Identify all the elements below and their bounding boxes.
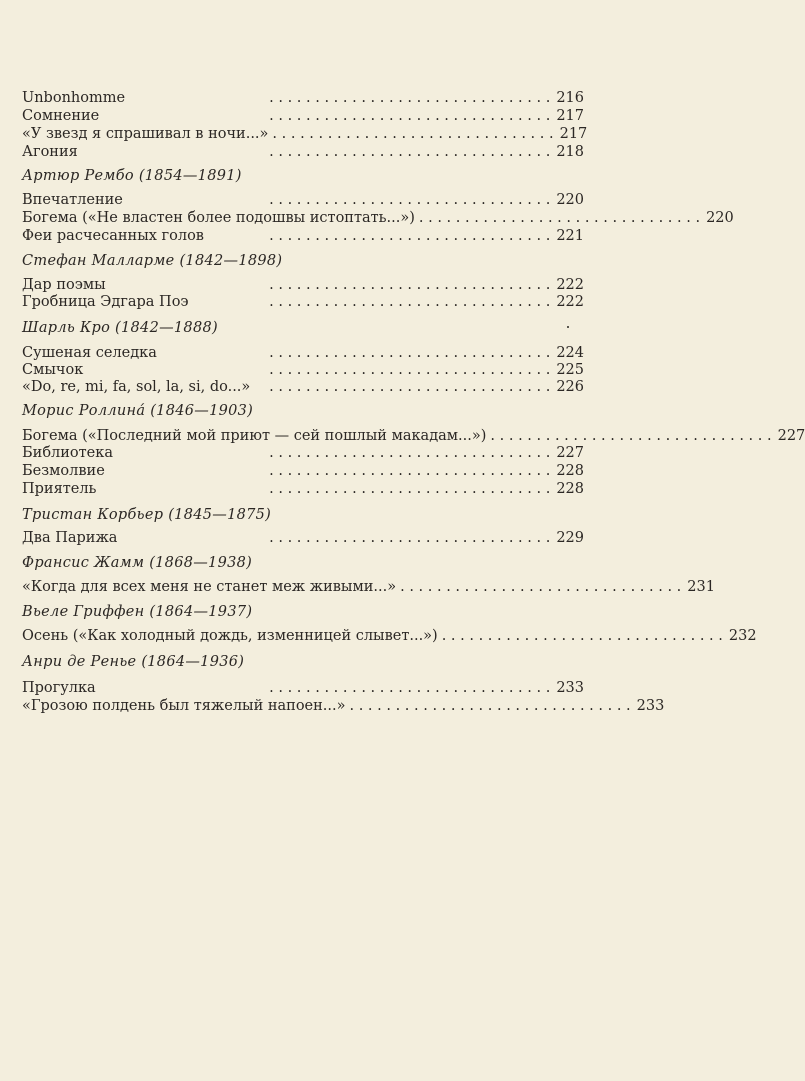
toc-entry[interactable] [22,107,584,125]
toc-entry[interactable] [22,462,584,480]
toc-entry[interactable] [22,125,588,143]
toc-entry[interactable] [22,293,584,311]
entry-title: «Когда для всех меня не станет меж живыми...» [22,579,397,595]
page-number: 233 [556,680,584,696]
page-number: 226 [556,379,584,395]
dot-leader: . . . . . . . . . . . . . . . . . . . . . . . . . . . . . . . [269,228,551,244]
entry-title: Осень («Как холодный дождь, изменницей слывет...») [22,628,438,644]
author-heading: Морис Роллина́ (1846—1903) [22,403,254,419]
toc-entry[interactable] [22,361,584,379]
entry-title: Богема («Не властен более подошвы истоптать...») [22,210,415,226]
page-number: 233 [636,698,665,714]
dot-leader: . . . . . . . . . . . . . . . . . . . . . . . . . . . . . . . [269,144,551,160]
page-number: 217 [556,108,584,124]
toc-entry[interactable] [22,679,584,697]
toc-entry[interactable] [22,627,757,645]
dot-leader: . . . . . . . . . . . . . . . . . . . . . . . . . . . . . . . [441,628,723,644]
dot-leader: . . . . . . . . . . . . . . . . . . . . . . . . . . . . . . . [269,379,551,395]
entry-title: Сушеная селедка [22,345,157,361]
author-heading: Вьеле Гриффен (1864—1937) [22,604,253,620]
page-number: 225 [556,362,584,378]
toc-entry[interactable] [22,480,584,498]
entry-title: «У звезд я спрашивал в ночи...» [22,126,269,142]
toc-entry[interactable] [22,89,584,107]
toc-entry[interactable] [22,227,584,245]
page-number: 216 [556,90,584,106]
dot-leader: . . . . . . . . . . . . . . . . . . . . . . . . . . . . . . . [349,698,631,714]
author-heading: Артюр Рембо (1854—1891) [22,168,242,184]
entry-title: Агония [22,144,78,160]
toc-entry[interactable] [22,578,715,596]
toc-entry[interactable] [22,427,805,445]
entry-title: Гробница Эдгара Поэ [22,294,189,310]
dot-leader: . . . . . . . . . . . . . . . . . . . . . . . . . . . . . . . [269,530,551,546]
page-number: 220 [556,192,584,208]
dot-leader: . . . . . . . . . . . . . . . . . . . . . . . . . . . . . . . [418,210,701,226]
entry-title: Впечатление [22,192,123,208]
dot-leader: . . . . . . . . . . . . . . . . . . . . . . . . . . . . . . . [490,428,772,444]
toc-entry[interactable] [22,143,584,161]
dot-leader: . . . . . . . . . . . . . . . . . . . . . . . . . . . . . . . [269,463,551,479]
entry-title: Unbonhomme [22,90,126,106]
page-number: 228 [556,463,584,479]
entry-title: Два Парижа [22,530,118,546]
page-number: 217 [559,126,588,142]
entry-title: Сомнение [22,108,100,124]
entry-title: Богема («Последний мой приют — сей пошлый макадам...») [22,428,487,444]
toc-entry[interactable] [22,209,734,227]
page-number: 220 [706,210,734,226]
dot-leader: . . . . . . . . . . . . . . . . . . . . . . . . . . . . . . . [269,108,551,124]
print-speck [567,326,569,328]
dot-leader: . . . . . . . . . . . . . . . . . . . . . . . . . . . . . . . [272,126,554,142]
page-number: 232 [728,628,757,644]
entry-title: Приятель [22,481,97,497]
toc-entry[interactable] [22,378,584,396]
author-heading: Шарль Кро (1842—1888) [22,320,218,336]
entry-title: Прогулка [22,680,96,696]
author-heading: Анри де Ренье (1864—1936) [22,654,245,670]
dot-leader: . . . . . . . . . . . . . . . . . . . . . . . . . . . . . . . [400,579,682,595]
author-heading: Стефан Малларме (1842—1898) [22,253,283,269]
toc-entry[interactable] [22,529,584,547]
dot-leader: . . . . . . . . . . . . . . . . . . . . . . . . . . . . . . . [269,90,551,106]
entry-title: Библиотека [22,445,113,461]
dot-leader: . . . . . . . . . . . . . . . . . . . . . . . . . . . . . . . [269,345,551,361]
dot-leader: . . . . . . . . . . . . . . . . . . . . . . . . . . . . . . . [269,192,551,208]
dot-leader: . . . . . . . . . . . . . . . . . . . . . . . . . . . . . . . [269,362,551,378]
page-number: 222 [556,277,584,293]
page-number: 227 [777,428,805,444]
page-number: 218 [556,144,584,160]
dot-leader: . . . . . . . . . . . . . . . . . . . . . . . . . . . . . . . [269,294,551,310]
dot-leader: . . . . . . . . . . . . . . . . . . . . . . . . . . . . . . . [269,277,551,293]
toc-entry[interactable] [22,444,584,462]
entry-title: Феи расчесанных голов [22,228,204,244]
entry-title: «Грозою полдень был тяжелый напоен...» [22,698,346,714]
dot-leader: . . . . . . . . . . . . . . . . . . . . . . . . . . . . . . . [269,445,551,461]
author-heading: Тристан Корбьер (1845—1875) [22,507,272,523]
toc-entry[interactable] [22,191,584,209]
toc-entry[interactable] [22,276,584,294]
page-number: 227 [556,445,584,461]
page-number: 228 [556,481,584,497]
page-number: 224 [556,345,584,361]
entry-title: Безмолвие [22,463,105,479]
entry-title: Дар поэмы [22,277,106,293]
entry-title: Смычок [22,362,84,378]
page-number: 231 [687,579,715,595]
toc-entry[interactable] [22,697,665,715]
dot-leader: . . . . . . . . . . . . . . . . . . . . . . . . . . . . . . . [269,680,551,696]
author-heading: Франсис Жамм (1868—1938) [22,555,253,571]
page-number: 222 [556,294,584,310]
dot-leader: . . . . . . . . . . . . . . . . . . . . . . . . . . . . . . . [269,481,551,497]
page-number: 221 [556,228,584,244]
page-number: 229 [556,530,584,546]
entry-title: «Do, re, mi, fa, sol, la, si, do...» [22,379,251,395]
toc-entry[interactable] [22,344,584,362]
